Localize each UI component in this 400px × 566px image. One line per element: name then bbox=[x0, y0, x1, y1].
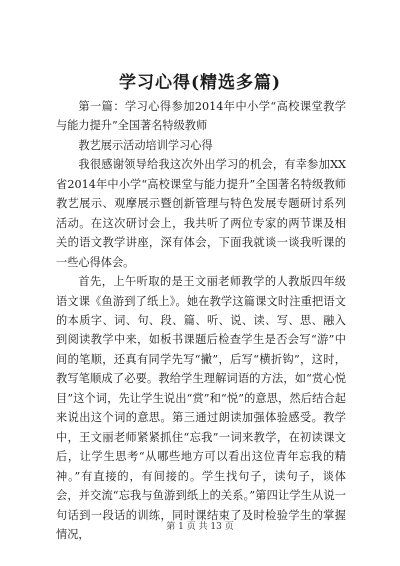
document-body bbox=[56, 97, 346, 544]
page-footer: 第 1 页 共 13 页 bbox=[166, 522, 234, 532]
document-title: 学习心得(精选多篇) bbox=[118, 73, 282, 93]
paragraph-subheading: 教艺展示活动培训学习心得 bbox=[78, 138, 213, 152]
paragraph-intro: 我很感谢领导给我这次外出学习的机会，有幸参加XX省2014年中小学“高校课堂与能力提升”全国著名特级教师教艺展示、观摩展示暨创新管理与特色发展专题研讨系列活动。在这次研讨会上，我共听了两位专家的两节课及相关的语文教学讲座，深有体会，下面我就谈一谈我听课的一些心得体会。 bbox=[56, 158, 346, 269]
paragraph-heading: 第一篇：学习心得参加2014年中小学“高校课堂教学与能力提升”全国著名特级教师 bbox=[56, 100, 346, 133]
paragraph-main: 首先，上午听取的是王文丽老师教学的人教版四年级语文课《鱼游到了纸上》。她在教学这篇课文时注重把语文的本质字、词、句、段、篇、听、说、读、写、思、融入到阅读教学中来，如板书课题后检查学生是否会写“游”中间的笔顺，还真有同学先写“撇”，后写“横折钩”，这时，教写笔顺成了必要。教给学生理解词语的方法，如“赏心悦目”这个词，先让学生说出“赏”和“悦”的意思，然后结合起来说出这个词的意思。第三通过朗读加强体验感受。教学中，王文丽老师紧紧抓住“忘我”一词来教学，在初读课文后，让学生思考“从哪些地方可以看出这位青年忘我的精神。”有直接的，有间接的。学生找句子，读句子，谈体会，并交流“忘我与鱼游到纸上的关系。”第四让学生从说一句话到一段话的训练，同时课结束了及时检验学生的掌握情况， bbox=[56, 275, 346, 541]
